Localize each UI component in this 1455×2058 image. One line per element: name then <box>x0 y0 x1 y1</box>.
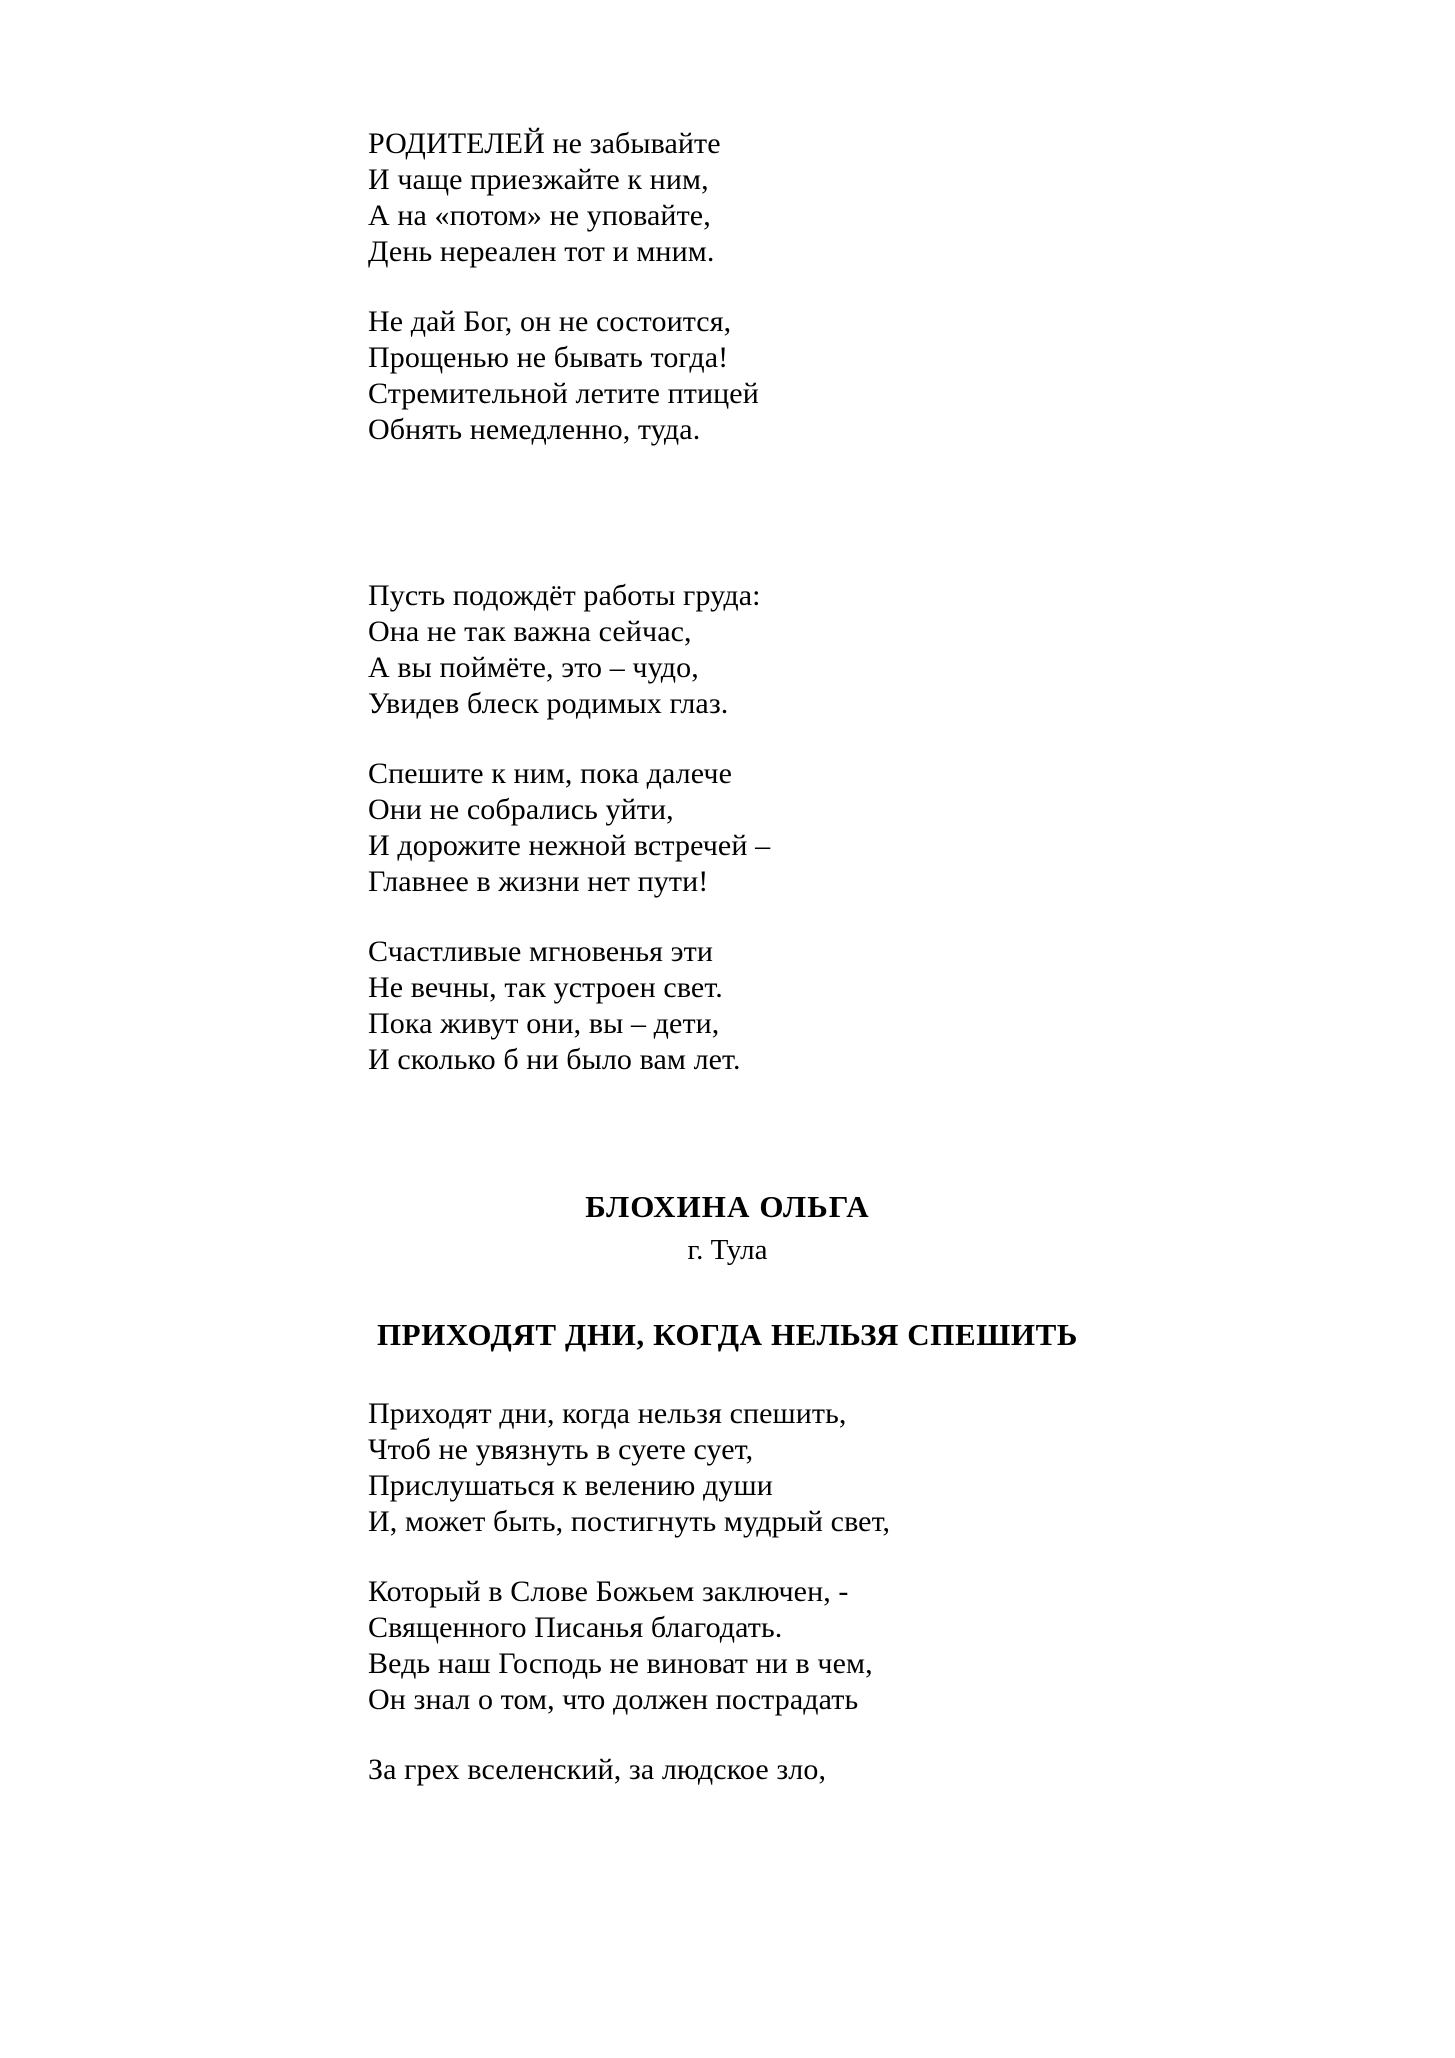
poem-second-body <box>250 1396 1205 1788</box>
stanza <box>250 126 1205 270</box>
stanza <box>250 934 1205 1078</box>
poem-first-body <box>250 126 1205 1078</box>
verse-line: Ведь наш Господь не виноват ни в чем, <box>368 1647 873 1680</box>
verse-line: Они не собрались уйти, <box>368 793 674 826</box>
verse-line: И, может быть, постигнуть мудрый свет, <box>368 1505 891 1538</box>
stanza <box>250 1574 1205 1718</box>
verse-line: Она не так важна сейчас, <box>368 615 692 648</box>
verse-line: Он знал о том, что должен пострадать <box>368 1683 859 1716</box>
stanza <box>250 1396 1205 1540</box>
verse-line: Обнять немедленно, туда. <box>368 413 701 446</box>
verse-line: Главнее в жизни нет пути! <box>368 865 709 898</box>
verse-line: И чаще приезжайте к ним, <box>368 163 709 196</box>
poem-title: ПРИХОДЯТ ДНИ, КОГДА НЕЛЬЗЯ СПЕШИТЬ <box>376 1317 1079 1352</box>
section-spacer <box>250 1112 1205 1160</box>
verse-line: За грех вселенский, за людское зло, <box>368 1753 827 1786</box>
verse-line: Прощенью не бывать тогда! <box>368 341 729 374</box>
verse-line: Не вечны, так устроен свет. <box>368 971 723 1004</box>
author-city: г. Тула <box>687 1234 768 1266</box>
verse-line: РОДИТЕЛЕЙ не забывайте <box>368 127 721 160</box>
verse-line: Прислушаться к велению души <box>368 1469 773 1502</box>
verse-line: Пока живут они, вы – дети, <box>368 1007 720 1040</box>
stanza <box>250 304 1205 448</box>
verse-line: Приходят дни, когда нельзя спешить, <box>368 1397 847 1430</box>
verse-line: Чтоб не увязнуть в суете сует, <box>368 1433 754 1466</box>
verse-line: Священного Писанья благодать. <box>368 1611 783 1644</box>
verse-line: Спешите к ним, пока далече <box>368 757 733 790</box>
verse-line: Который в Слове Божьем заключен, - <box>368 1575 849 1608</box>
author-name: БЛОХИНА ОЛЬГА <box>585 1189 870 1224</box>
verse-line: Стремительной летите птицей <box>368 377 759 410</box>
verse-line: А вы поймёте, это – чудо, <box>368 651 699 684</box>
verse-line: Увидев блеск родимых глаз. <box>368 687 729 720</box>
stanza-spacer <box>250 482 1205 578</box>
verse-line: Счастливые мгновенья эти <box>368 935 713 968</box>
author-block <box>250 1186 1205 1270</box>
stanza <box>250 756 1205 900</box>
verse-line: День нереален тот и мним. <box>368 235 715 268</box>
stanza <box>250 578 1205 722</box>
verse-line: И сколько б ни было вам лет. <box>368 1043 741 1076</box>
verse-line: А на «потом» не уповайте, <box>368 199 711 232</box>
verse-line: Пусть подождёт работы груда: <box>368 579 761 612</box>
stanza <box>250 1752 1205 1788</box>
verse-line: И дорожите нежной встречей – <box>368 829 771 862</box>
verse-line: Не дай Бог, он не состоится, <box>368 305 732 338</box>
